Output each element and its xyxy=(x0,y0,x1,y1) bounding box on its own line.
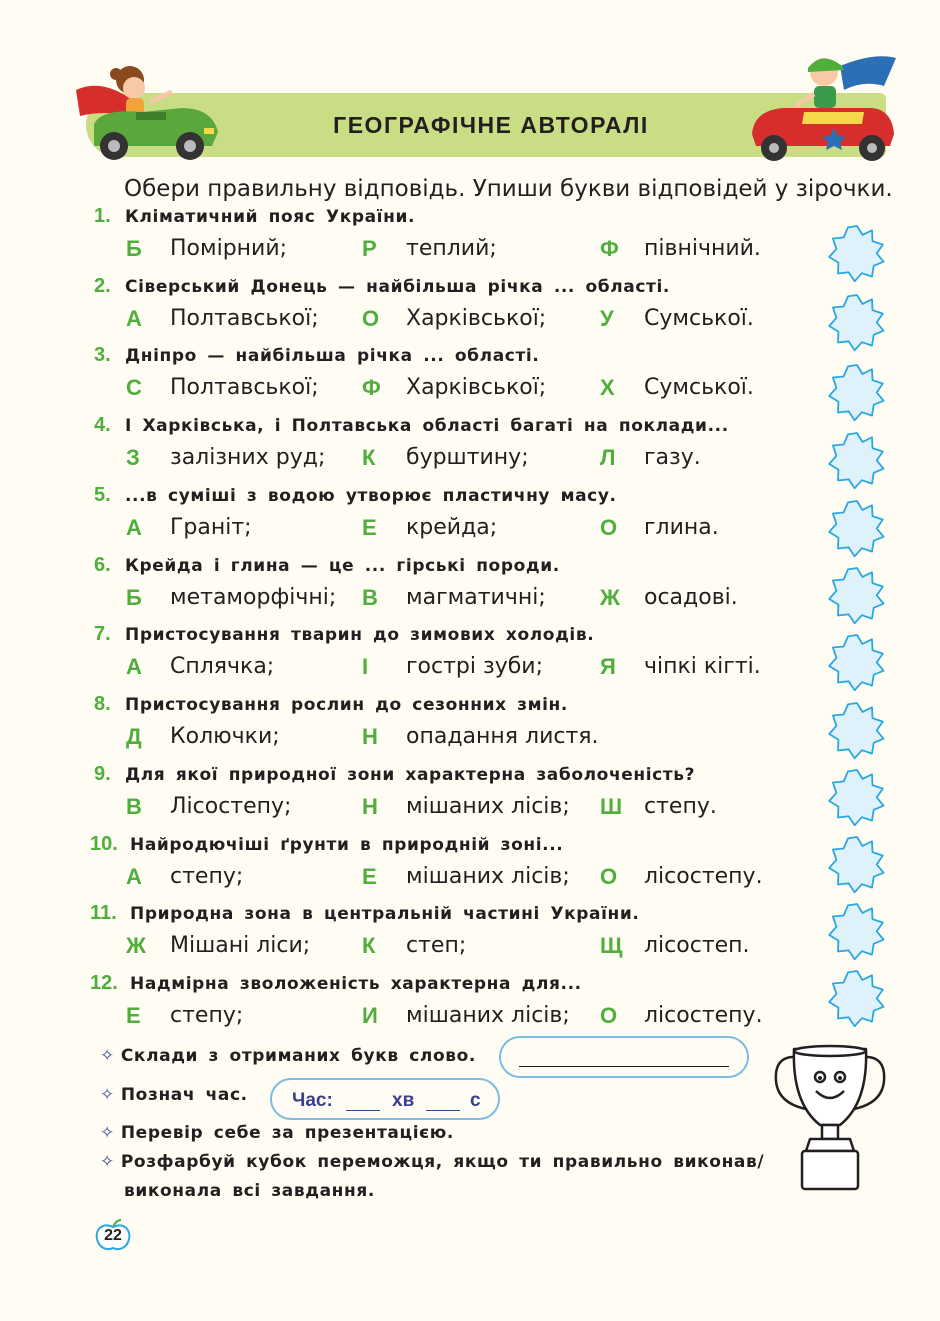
boy-car-illustration xyxy=(744,50,900,162)
question-3 xyxy=(0,344,940,414)
question-text: Крейда і глина — це ... гірські породи. xyxy=(125,556,560,576)
option-text: глина. xyxy=(644,515,719,540)
question-5 xyxy=(0,484,940,554)
option-text: Сумської. xyxy=(644,306,754,331)
answer-star-1[interactable] xyxy=(827,225,887,285)
answer-star-7[interactable] xyxy=(827,634,887,694)
task-text: Познач час. xyxy=(120,1085,248,1105)
option-text: бурштину; xyxy=(406,445,529,470)
option-letter: К xyxy=(362,445,376,470)
option-text: степу; xyxy=(170,1003,244,1028)
answer-star-6[interactable] xyxy=(827,567,887,627)
option-letter: А xyxy=(126,864,142,889)
question-number: 2. xyxy=(94,275,111,297)
question-number: 6. xyxy=(94,554,111,576)
option-letter: Д xyxy=(126,724,142,749)
question-text: І Харківська, і Полтавська області багаті на поклади... xyxy=(125,416,729,436)
page-title: ГЕОГРАФІЧНЕ АВТОРАЛІ xyxy=(333,111,649,138)
option-text: гострі зуби; xyxy=(406,654,543,679)
word-answer-field[interactable] xyxy=(499,1036,749,1078)
option-letter: Е xyxy=(126,1003,141,1028)
option-letter: А xyxy=(126,515,142,540)
option-letter: А xyxy=(126,306,142,331)
option-letter: О xyxy=(600,1003,618,1028)
option-text: лісостепу. xyxy=(644,1003,763,1028)
answer-star-9[interactable] xyxy=(827,769,887,829)
option-letter: Ф xyxy=(600,236,619,261)
question-text: Пристосування рослин до сезонних змін. xyxy=(125,695,568,715)
time-field[interactable] xyxy=(270,1078,500,1120)
option-text: теплий; xyxy=(406,236,497,261)
option-letter: О xyxy=(362,306,380,331)
option-text: метаморфічні; xyxy=(170,585,337,610)
sparkle-icon: ✧ xyxy=(100,1152,115,1172)
option-text: крейда; xyxy=(406,515,498,540)
option-text: степ; xyxy=(406,933,467,958)
task-text: Розфарбуй кубок переможця, якщо ти правильно виконав/ xyxy=(120,1152,765,1172)
task-time xyxy=(100,1085,248,1105)
question-number: 12. xyxy=(90,972,118,994)
option-text: Колючки; xyxy=(170,724,280,749)
option-text: залізних руд; xyxy=(170,445,326,470)
question-number: 1. xyxy=(94,205,111,227)
word-answer-line xyxy=(519,1066,729,1067)
option-letter: С xyxy=(126,375,142,400)
question-text: Надмірна зволоженість характерна для... xyxy=(130,974,582,994)
option-letter: Е xyxy=(362,515,377,540)
sparkle-icon: ✧ xyxy=(100,1123,115,1143)
question-9 xyxy=(0,763,940,833)
option-letter: Н xyxy=(362,724,378,749)
question-number: 8. xyxy=(94,693,111,715)
option-letter: Р xyxy=(362,236,377,261)
option-text: магматичні; xyxy=(406,585,546,610)
option-text: Харківської; xyxy=(406,306,547,331)
option-letter: Ж xyxy=(126,933,146,958)
option-text: Полтавської; xyxy=(170,375,319,400)
task-text: Склади з отриманих букв слово. xyxy=(120,1046,476,1066)
question-4 xyxy=(0,414,940,484)
task-word xyxy=(100,1046,476,1066)
girl-car-illustration xyxy=(72,58,222,166)
question-text: Найродючіші ґрунти в природній зоні... xyxy=(130,835,564,855)
question-number: 4. xyxy=(94,414,111,436)
seconds-blank[interactable] xyxy=(426,1110,460,1111)
sparkle-icon: ✧ xyxy=(100,1085,115,1105)
option-letter: Б xyxy=(126,585,142,610)
option-letter: В xyxy=(126,794,142,819)
minutes-blank[interactable] xyxy=(346,1110,380,1111)
question-number: 5. xyxy=(94,484,111,506)
question-8 xyxy=(0,693,940,763)
time-label: Час: xyxy=(292,1090,333,1111)
question-text: Дніпро — найбільша річка ... області. xyxy=(125,346,540,366)
option-letter: Щ xyxy=(600,933,623,958)
option-text: степу; xyxy=(170,864,244,889)
question-text: Кліматичний пояс України. xyxy=(125,207,416,227)
option-letter: Ф xyxy=(362,375,381,400)
option-text: Помірний; xyxy=(170,236,288,261)
option-text: мішаних лісів; xyxy=(406,794,570,819)
option-text: лісостепу. xyxy=(644,864,763,889)
task-color-continued xyxy=(124,1181,375,1201)
question-text: Сіверський Донець — найбільша річка ... області. xyxy=(125,277,670,297)
page-number: 22 xyxy=(104,1227,122,1244)
trophy-icon[interactable] xyxy=(770,1043,890,1195)
option-letter: О xyxy=(600,864,618,889)
question-number: 10. xyxy=(90,833,118,855)
question-10 xyxy=(0,833,940,903)
option-text: мішаних лісів; xyxy=(406,1003,570,1028)
task-check xyxy=(100,1123,454,1143)
answer-star-11[interactable] xyxy=(827,903,887,963)
option-letter: У xyxy=(600,306,614,331)
option-letter: Я xyxy=(600,654,616,679)
question-number: 3. xyxy=(94,344,111,366)
question-text: Природна зона в центральній частині України. xyxy=(130,904,640,924)
option-letter: Е xyxy=(362,864,377,889)
question-1 xyxy=(0,205,940,275)
question-text: Для якої природної зони характерна заболоченість? xyxy=(125,765,696,785)
option-text: Полтавської; xyxy=(170,306,319,331)
question-text: Пристосування тварин до зимових холодів. xyxy=(125,625,595,645)
question-text: ...в суміші з водою утворює пластичну масу. xyxy=(125,486,617,506)
question-7 xyxy=(0,623,940,693)
answer-star-5[interactable] xyxy=(827,500,887,560)
question-number: 11. xyxy=(90,902,117,924)
task-text: Перевір себе за презентацією. xyxy=(120,1123,454,1143)
option-text: газу. xyxy=(644,445,701,470)
option-letter: І xyxy=(362,654,369,679)
option-text: Сплячка; xyxy=(170,654,275,679)
option-text: Мішані ліси; xyxy=(170,933,311,958)
option-text: Харківської; xyxy=(406,375,547,400)
instruction-text: Обери правильну відповідь. Упиши букви відповідей у зірочки. xyxy=(124,176,893,202)
option-letter: О xyxy=(600,515,618,540)
option-text: осадові. xyxy=(644,585,738,610)
option-letter: Х xyxy=(600,375,615,400)
option-text: Сумської. xyxy=(644,375,754,400)
seconds-unit: с xyxy=(470,1090,481,1111)
option-text: чіпкі кігті. xyxy=(644,654,761,679)
question-12 xyxy=(0,972,940,1042)
task-color xyxy=(100,1152,764,1172)
option-letter: Н xyxy=(362,794,378,819)
option-letter: И xyxy=(362,1003,378,1028)
option-letter: А xyxy=(126,654,142,679)
task-text: виконала всі завдання. xyxy=(124,1181,375,1201)
option-letter: З xyxy=(126,445,140,470)
option-text: опадання листя. xyxy=(406,724,599,749)
question-2 xyxy=(0,275,940,345)
answer-star-4[interactable] xyxy=(827,432,887,492)
option-letter: К xyxy=(362,933,376,958)
question-number: 7. xyxy=(94,623,111,645)
question-11 xyxy=(0,902,940,972)
answer-star-2[interactable] xyxy=(827,294,887,354)
option-letter: Ш xyxy=(600,794,623,819)
sparkle-icon: ✧ xyxy=(100,1046,115,1066)
option-letter: Ж xyxy=(600,585,620,610)
answer-star-10[interactable] xyxy=(827,836,887,896)
option-letter: Б xyxy=(126,236,142,261)
option-text: Лісостепу; xyxy=(170,794,292,819)
option-text: Граніт; xyxy=(170,515,252,540)
option-text: степу. xyxy=(644,794,717,819)
page-number-badge xyxy=(94,1218,132,1252)
option-text: лісостеп. xyxy=(644,933,750,958)
answer-star-3[interactable] xyxy=(827,364,887,424)
option-text: північний. xyxy=(644,236,761,261)
question-6 xyxy=(0,554,940,624)
question-number: 9. xyxy=(94,763,111,785)
option-text: мішаних лісів; xyxy=(406,864,570,889)
minutes-unit: хв xyxy=(392,1090,415,1111)
answer-star-12[interactable] xyxy=(827,970,887,1030)
answer-star-8[interactable] xyxy=(827,702,887,762)
option-letter: В xyxy=(362,585,378,610)
option-letter: Л xyxy=(600,445,616,470)
